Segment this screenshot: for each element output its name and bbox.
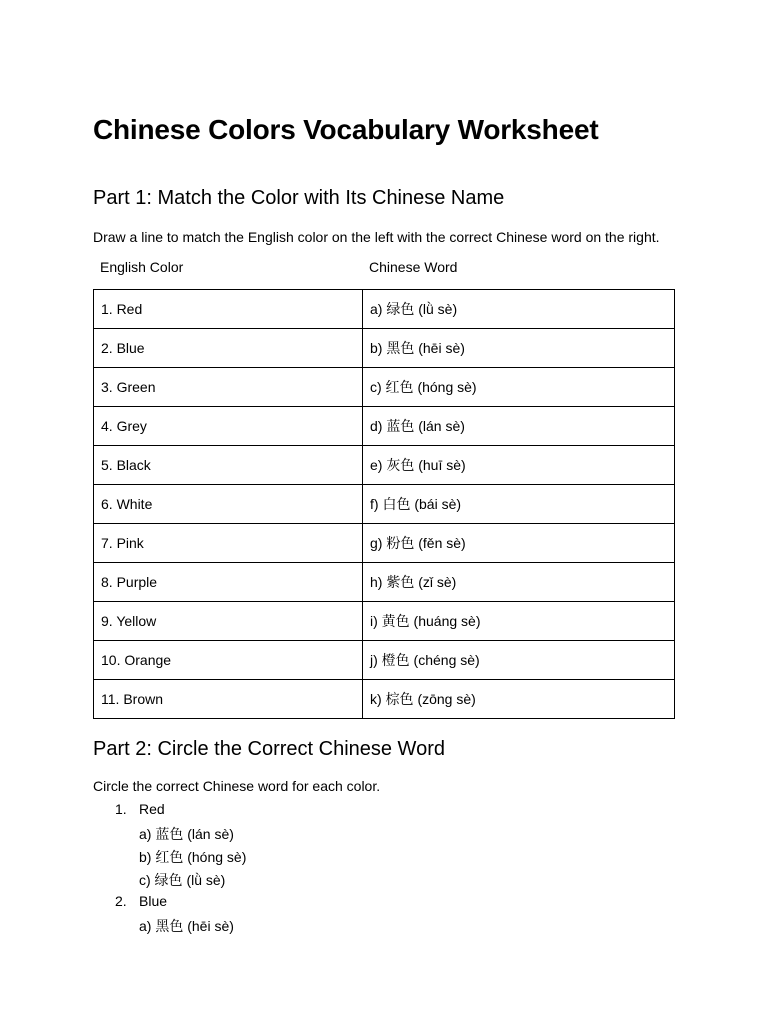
english-color-cell: 7. Pink xyxy=(94,524,363,563)
english-color-cell: 2. Blue xyxy=(94,329,363,368)
table-row xyxy=(94,290,675,329)
answer-option: a) 蓝色 (lán sè) xyxy=(139,826,234,842)
chinese-word-cell: b) 黑色 (hēi sè) xyxy=(363,329,675,368)
question-number: 1. xyxy=(115,801,127,817)
english-color-cell: 3. Green xyxy=(94,368,363,407)
answer-option: a) 黑色 (hēi sè) xyxy=(139,918,234,934)
table-row xyxy=(94,329,675,368)
part1-heading: Part 1: Match the Color with Its Chinese Name xyxy=(93,187,505,209)
chinese-word-cell: h) 紫色 (zǐ sè) xyxy=(363,563,675,602)
table-row xyxy=(94,485,675,524)
question-number: 2. xyxy=(115,893,127,909)
chinese-word-cell: k) 棕色 (zōng sè) xyxy=(363,680,675,719)
english-color-cell: 9. Yellow xyxy=(94,602,363,641)
chinese-word-cell: d) 蓝色 (lán sè) xyxy=(363,407,675,446)
chinese-word-cell: g) 粉色 (fěn sè) xyxy=(363,524,675,563)
part2-heading: Part 2: Circle the Correct Chinese Word xyxy=(93,738,445,760)
column-header-chinese: Chinese Word xyxy=(369,259,458,275)
table-row xyxy=(94,407,675,446)
answer-option: c) 绿色 (lǜ sè) xyxy=(139,872,226,888)
english-color-cell: 11. Brown xyxy=(94,680,363,719)
table-row xyxy=(94,680,675,719)
question-item xyxy=(115,801,165,817)
matching-table xyxy=(93,289,675,719)
page-title: Chinese Colors Vocabulary Worksheet xyxy=(93,114,599,145)
table-row xyxy=(94,368,675,407)
english-color-cell: 1. Red xyxy=(94,290,363,329)
question-item xyxy=(115,893,167,909)
answer-option: b) 红色 (hóng sè) xyxy=(139,849,247,865)
chinese-word-cell: i) 黄色 (huáng sè) xyxy=(363,602,675,641)
part2-instructions: Circle the correct Chinese word for each color. xyxy=(93,778,381,794)
column-header-english: English Color xyxy=(100,259,184,275)
chinese-word-cell: j) 橙色 (chéng sè) xyxy=(363,641,675,680)
chinese-word-cell: e) 灰色 (huī sè) xyxy=(363,446,675,485)
english-color-cell: 6. White xyxy=(94,485,363,524)
table-row xyxy=(94,641,675,680)
chinese-word-cell: f) 白色 (bái sè) xyxy=(363,485,675,524)
question-word: Blue xyxy=(139,893,168,909)
english-color-cell: 10. Orange xyxy=(94,641,363,680)
table-row xyxy=(94,524,675,563)
chinese-word-cell: a) 绿色 (lǜ sè) xyxy=(363,290,675,329)
question-word: Red xyxy=(139,801,165,817)
english-color-cell: 5. Black xyxy=(94,446,363,485)
part1-instructions: Draw a line to match the English color on the left with the correct Chinese word on the right. xyxy=(93,229,660,245)
english-color-cell: 4. Grey xyxy=(94,407,363,446)
table-row xyxy=(94,563,675,602)
english-color-cell: 8. Purple xyxy=(94,563,363,602)
table-row xyxy=(94,446,675,485)
table-row xyxy=(94,602,675,641)
chinese-word-cell: c) 红色 (hóng sè) xyxy=(363,368,675,407)
